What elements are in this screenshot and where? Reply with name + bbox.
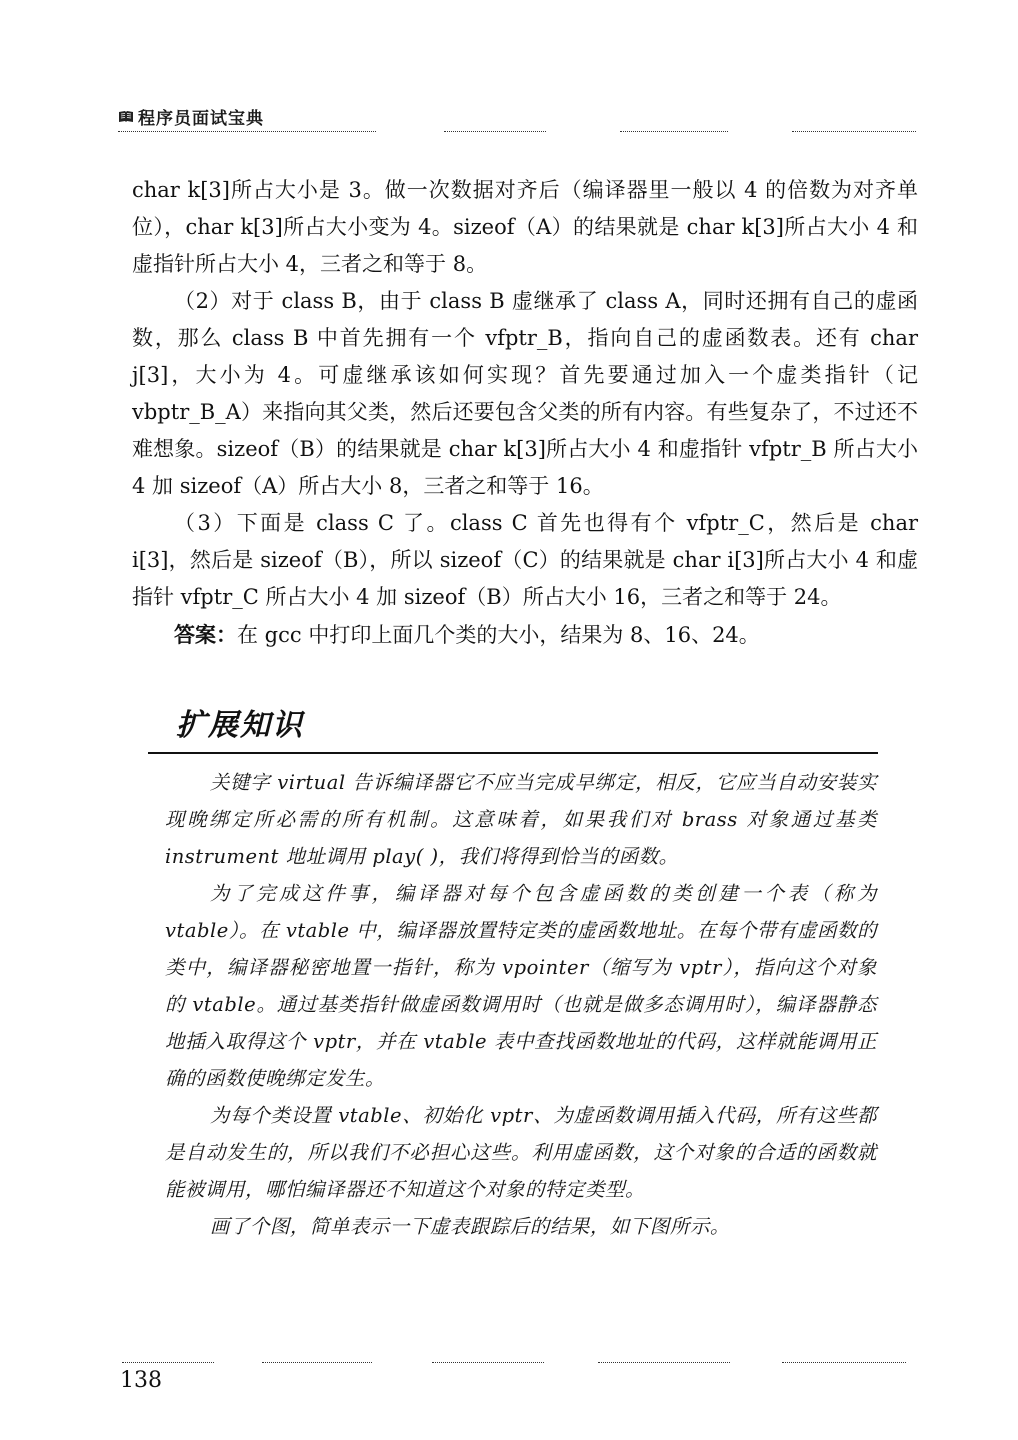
footer-divider	[122, 1362, 214, 1363]
header-title: 程序员面试宝典	[138, 109, 264, 129]
section-title: 扩展知识	[176, 708, 304, 743]
paragraph-3: （3）下面是 class C 了。class C 首先也得有个 vfptr_C，然后是 char i[3]，然后是 sizeof（B），所以 sizeof（C）的结果就是 char i[3]所占大小 4 和虚指针 vfptr_C 所占大小 4 加 sizeof（B）所占大小 16，三者之和等于 24。	[132, 511, 918, 609]
extension-body	[165, 764, 877, 1245]
paragraph-1: char k[3]所占大小是 3。做一次数据对齐后（编译器里一般以 4 的倍数为对齐单位），char k[3]所占大小变为 4。sizeof（A）的结果就是 char k[3]所占大小 4 和虚指针所占大小 4，三者之和等于 8。	[132, 178, 918, 276]
footer-divider	[782, 1362, 906, 1363]
header-divider	[620, 131, 728, 132]
extension-paragraph-1: 关键字 virtual 告诉编译器它不应当完成早绑定，相反，它应当自动安装实现晚绑定所必需的所有机制。这意味着，如果我们对 brass 对象通过基类 instrument 地址调用 play( )，我们将得到恰当的函数。	[165, 771, 877, 868]
paragraph-2: （2）对于 class B，由于 class B 虚继承了 class A，同时还拥有自己的虚函数，那么 class B 中首先拥有一个 vfptr_B，指向自己的虚函数表。还有 char j[3]，大小为 4。可虚继承该如何实现？首先要通过加入一个虚类指针（记 vbptr_B_A）来指向其父类，然后还要包含父类的所有内容。有些复杂了，不过还不难想象。sizeof（B）的结果就是 char k[3]所占大小 4 和虚指针 vfptr_B 所占大小 4 加 sizeof（A）所占大小 8，三者之和等于 16。	[132, 289, 918, 498]
header-divider	[792, 131, 916, 132]
extension-paragraph-4: 画了个图，简单表示一下虚表跟踪后的结果，如下图所示。	[209, 1215, 730, 1238]
header-divider	[444, 131, 546, 132]
header-divider	[118, 131, 376, 132]
page-number: 138	[120, 1368, 162, 1393]
extension-paragraph-3: 为每个类设置 vtable、初始化 vptr、为虚函数调用插入代码，所有这些都是自动发生的，所以我们不必担心这些。利用虚函数，这个对象的合适的函数就能被调用，哪怕编译器还不知道这个对象的特定类型。	[165, 1104, 877, 1201]
answer-text: 在 gcc 中打印上面几个类的大小，结果为 8、16、24。	[237, 623, 760, 647]
book-logo-icon	[118, 109, 134, 125]
running-header	[118, 104, 264, 129]
footer-divider	[432, 1362, 544, 1363]
extension-paragraph-2: 为了完成这件事，编译器对每个包含虚函数的类创建一个表（称为 vtable）。在 vtable 中，编译器放置特定类的虚函数地址。在每个带有虚函数的类中，编译器秘密地置一指针，称为 vpointer（缩写为 vptr），指向这个对象的 vtable。通过基类指针做虚函数调用时（也就是做多态调用时），编译器静态地插入取得这个 vptr，并在 vtable 表中查找函数地址的代码，这样就能调用正确的函数使晚绑定发生。	[165, 882, 877, 1090]
footer-divider	[262, 1362, 372, 1363]
answer-paragraph	[132, 616, 918, 654]
main-body	[132, 172, 918, 654]
section-rule	[148, 752, 878, 754]
answer-label: 答案：	[174, 622, 237, 647]
footer-divider	[598, 1362, 730, 1363]
